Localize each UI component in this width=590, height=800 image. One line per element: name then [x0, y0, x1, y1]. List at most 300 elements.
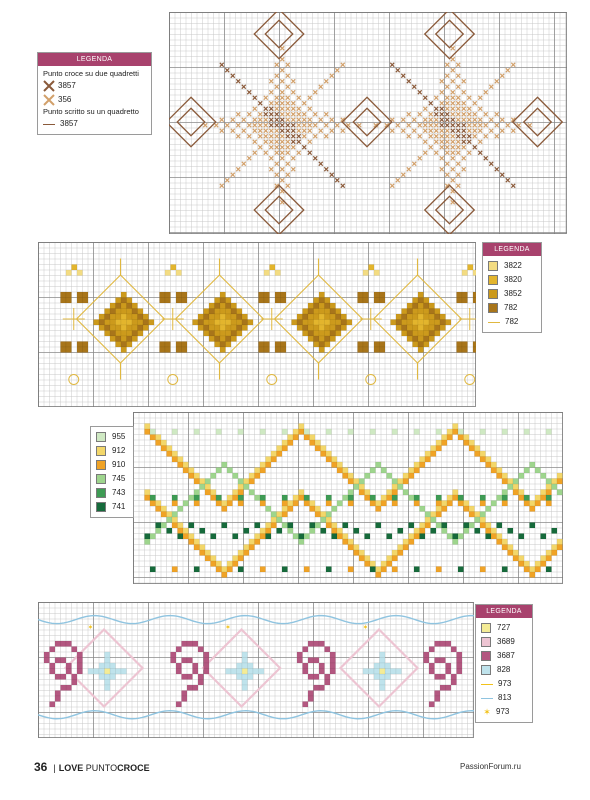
cross-stitch — [500, 118, 504, 122]
cross-stitch — [451, 145, 455, 149]
stitch-cell — [535, 495, 541, 501]
stitch-cell — [429, 669, 435, 675]
stitch-cell — [215, 309, 221, 315]
stitch-cell — [61, 658, 67, 664]
stitch-cell — [216, 495, 222, 501]
cross-stitch — [236, 112, 240, 116]
cross-stitch — [242, 85, 246, 89]
stitch-cell — [248, 663, 254, 669]
stitch-cell — [204, 320, 210, 326]
stitch-cell — [407, 320, 413, 326]
stitch-cell — [370, 429, 376, 435]
stitch-cell — [110, 314, 116, 320]
cross-stitch — [445, 101, 449, 105]
cross-stitch — [258, 145, 262, 149]
cross-stitch — [456, 184, 460, 188]
stitch-cell — [418, 342, 424, 348]
stitch-cell — [264, 298, 270, 304]
cross-stitch — [297, 129, 301, 133]
cross-stitch — [258, 123, 262, 127]
cross-stitch — [297, 118, 301, 122]
color-swatch-icon — [488, 275, 498, 285]
stitch-cell — [132, 309, 138, 315]
stitch-cell — [502, 545, 508, 551]
stitch-cell — [348, 490, 354, 496]
stitch-cell — [275, 292, 281, 298]
stitch-cell — [413, 298, 419, 304]
stitch-cell — [277, 517, 283, 523]
cross-stitch — [462, 134, 466, 138]
cross-stitch — [440, 112, 444, 116]
stitch-cell — [359, 550, 365, 556]
stitch-cell — [297, 325, 303, 331]
cross-stitch — [451, 46, 455, 50]
cross-stitch — [423, 129, 427, 133]
stitch-cell — [304, 429, 310, 435]
stitch-cell — [110, 320, 116, 326]
stitch-cell — [66, 641, 72, 647]
color-swatch-icon — [96, 502, 106, 512]
cross-stitch — [286, 112, 290, 116]
legend-item — [481, 621, 527, 635]
stitch-cell — [398, 528, 404, 534]
stitch-cell — [414, 462, 420, 468]
stitch-cell — [310, 501, 316, 507]
stitch-cell — [431, 451, 437, 457]
stitch-cell — [458, 534, 464, 540]
cross-stitch — [440, 156, 444, 160]
cross-stitch — [291, 79, 295, 83]
cross-stitch — [214, 123, 218, 127]
stitch-cell — [442, 501, 448, 507]
stitch-cell — [530, 572, 536, 578]
cross-stitch — [451, 57, 455, 61]
cross-stitch — [291, 101, 295, 105]
backstitch-diamond — [265, 196, 293, 224]
stitch-cell — [242, 663, 248, 669]
color-swatch-icon — [96, 432, 106, 442]
stitch-cell — [473, 292, 476, 298]
cross-stitch — [462, 140, 466, 144]
stitch-cell — [442, 506, 448, 512]
cross-stitch — [462, 129, 466, 133]
stitch-cell — [325, 342, 331, 348]
cross-stitch — [264, 112, 268, 116]
stitch-cell — [266, 534, 272, 540]
stitch-cell — [407, 331, 413, 337]
stitch-cell — [172, 451, 178, 457]
stitch-cell — [330, 309, 336, 315]
stitch-cell — [502, 539, 508, 545]
stitch-cell — [209, 309, 215, 315]
stitch-cell — [110, 669, 116, 675]
stitch-cell — [66, 292, 72, 298]
stitch-cell — [288, 501, 294, 507]
cross-stitch — [291, 118, 295, 122]
cross-stitch — [313, 156, 317, 160]
stitch-cell — [176, 298, 182, 304]
stitch-cell — [380, 674, 386, 680]
stitch-cell — [332, 506, 338, 512]
stitch-cell — [314, 298, 320, 304]
stitch-cell — [414, 567, 420, 573]
cross-stitch — [429, 145, 433, 149]
cross-stitch — [291, 167, 295, 171]
stitch-cell — [436, 440, 442, 446]
cross-stitch — [269, 107, 273, 111]
stitch-cell — [182, 292, 188, 298]
cross-stitch — [462, 90, 466, 94]
legend-item-label: 3822 — [504, 261, 522, 270]
stitch-cell — [325, 309, 331, 315]
stitch-cell — [413, 336, 419, 342]
cross-stitch — [489, 162, 493, 166]
cross-stitch — [456, 162, 460, 166]
stitch-cell — [55, 674, 61, 680]
stitch-cell — [429, 331, 435, 337]
stitch-cell — [336, 314, 342, 320]
stitch-cell — [314, 641, 320, 647]
stitch-cell — [194, 545, 200, 551]
stitch-cell — [231, 336, 237, 342]
cross-stitch — [434, 96, 438, 100]
cross-stitch — [462, 107, 466, 111]
legend-item — [96, 430, 128, 444]
stitch-cell — [413, 331, 419, 337]
stitch-cell — [303, 320, 309, 326]
stitch-cell — [348, 501, 354, 507]
cross-stitch — [473, 101, 477, 105]
stitch-cell — [66, 270, 72, 276]
color-swatch-icon — [96, 446, 106, 456]
cross-stitch — [324, 79, 328, 83]
cross-stitch — [253, 123, 257, 127]
color-swatch-icon — [481, 623, 491, 633]
stitch-cell — [222, 567, 228, 573]
stitch-cell — [348, 539, 354, 545]
stitch-cell — [231, 331, 237, 337]
stitch-cell — [198, 325, 204, 331]
cross-stitch — [280, 118, 284, 122]
stitch-cell — [513, 550, 519, 556]
stitch-cell — [442, 528, 448, 534]
stitch-cell — [260, 501, 266, 507]
stitch-cell — [546, 550, 552, 556]
legend-item-label: 813 — [498, 693, 512, 702]
stitch-cell — [242, 658, 248, 664]
stitch-cell — [457, 669, 463, 675]
stitch-cell — [541, 561, 547, 567]
stitch-cell — [392, 501, 398, 507]
stitch-cell — [319, 292, 325, 298]
cross-stitch — [280, 57, 284, 61]
stitch-cell — [446, 320, 452, 326]
stitch-cell — [238, 495, 244, 501]
cross-stitch — [264, 107, 268, 111]
cross-stitch — [478, 123, 482, 127]
stitch-cell — [319, 320, 325, 326]
stitch-cell — [414, 528, 420, 534]
cross-stitch — [456, 129, 460, 133]
cross-stitch — [445, 162, 449, 166]
cross-stitch — [280, 129, 284, 133]
cross-stitch — [286, 140, 290, 144]
stitch-cell — [211, 473, 217, 479]
stitch-cell — [420, 506, 426, 512]
stitch-cell — [348, 473, 354, 479]
stitch-cell — [271, 517, 277, 523]
cross-stitch — [462, 156, 466, 160]
stitch-cell — [145, 424, 151, 430]
stitch-cell — [238, 556, 244, 562]
legend-item — [96, 472, 128, 486]
stitch-cell — [457, 342, 463, 348]
stitch-cell — [132, 331, 138, 337]
cross-stitch — [319, 162, 323, 166]
stitch-cell — [220, 336, 226, 342]
stitch-cell — [255, 539, 261, 545]
cross-stitch — [220, 118, 224, 122]
stitch-cell — [244, 479, 250, 485]
stitch-cell — [546, 501, 552, 507]
stitch-cell — [176, 669, 182, 675]
stitch-cell — [326, 495, 332, 501]
cross-stitch — [275, 134, 279, 138]
stitch-cell — [200, 545, 206, 551]
stitch-cell — [326, 523, 332, 529]
stitch-cell — [332, 534, 338, 540]
stitch-cell — [524, 567, 530, 573]
stitch-cell — [248, 669, 254, 675]
cross-stitch — [456, 63, 460, 67]
stitch-cell — [314, 658, 320, 664]
cross-stitch — [247, 112, 251, 116]
stitch-cell — [513, 484, 519, 490]
stitch-cell — [524, 429, 530, 435]
cross-stitch — [423, 151, 427, 155]
legend-item-label: 955 — [112, 432, 126, 441]
stitch-cell — [143, 320, 149, 326]
stitch-cell — [330, 658, 336, 664]
cross-stitch — [330, 129, 334, 133]
cross-stitch — [484, 123, 488, 127]
stitch-cell — [343, 468, 349, 474]
stitch-cell — [451, 680, 457, 686]
stitch-cell — [198, 320, 204, 326]
stitch-cell — [435, 658, 441, 664]
legend-item-label: 973 — [498, 679, 512, 688]
stitch-cell — [330, 303, 336, 309]
stitch-cell — [77, 658, 83, 664]
cross-stitch — [269, 134, 273, 138]
cross-stitch — [506, 68, 510, 72]
stitch-cell — [105, 331, 111, 337]
cross-stitch — [280, 46, 284, 50]
cross-stitch — [495, 79, 499, 83]
cross-stitch — [462, 118, 466, 122]
stitch-cell — [105, 658, 111, 664]
stitch-cell — [238, 429, 244, 435]
stitch-cell — [121, 331, 127, 337]
stitch-cell — [260, 495, 266, 501]
cross-stitch — [220, 63, 224, 67]
stitch-cell — [429, 663, 435, 669]
stitch-cell — [497, 534, 503, 540]
stitch-cell — [205, 490, 211, 496]
stitch-cell — [145, 429, 151, 435]
cross-stitch — [297, 96, 301, 100]
cross-stitch — [247, 156, 251, 160]
stitch-cell — [436, 506, 442, 512]
cross-stitch — [451, 107, 455, 111]
backstitch-diamond — [177, 108, 205, 136]
stitch-cell — [385, 663, 391, 669]
stitch-cell — [187, 658, 193, 664]
stitch-cell — [462, 270, 468, 276]
stitch-cell — [418, 309, 424, 315]
stitch-cell — [374, 292, 380, 298]
stitch-cell — [176, 663, 182, 669]
stitch-cell — [363, 669, 369, 675]
color-swatch-icon — [481, 665, 491, 675]
stitch-cell — [209, 314, 215, 320]
stitch-cell — [260, 468, 266, 474]
legend-item-label: 3857 — [60, 119, 78, 128]
stitch-cell — [161, 512, 167, 518]
stitch-cell — [194, 539, 200, 545]
stitch-cell — [398, 484, 404, 490]
cross-stitch — [478, 140, 482, 144]
stitch-cell — [178, 462, 184, 468]
legend-zigzag — [90, 426, 134, 518]
stitch-cell — [354, 479, 360, 485]
stitch-cell — [436, 495, 442, 501]
stitch-cell — [365, 490, 371, 496]
cross-stitch — [396, 123, 400, 127]
cross-stitch — [258, 134, 262, 138]
cross-stitch — [456, 85, 460, 89]
stitch-cell — [116, 342, 122, 348]
stitch-cell — [480, 495, 486, 501]
stitch-cell — [127, 342, 133, 348]
cross-stitch — [297, 140, 301, 144]
backstitch-line-icon — [481, 698, 493, 699]
cross-stitch — [280, 123, 284, 127]
stitch-cell — [77, 347, 83, 353]
stitch-cell — [189, 523, 195, 529]
stitch-cell — [145, 539, 151, 545]
stitch-cell — [297, 658, 303, 664]
stitch-cell — [308, 325, 314, 331]
stitch-cell — [204, 314, 210, 320]
cross-stitch — [302, 101, 306, 105]
stitch-cell — [167, 446, 173, 452]
stitch-cell — [343, 523, 349, 529]
cross-stitch — [253, 96, 257, 100]
stitch-cell — [72, 674, 78, 680]
star-stitch: ✶ — [225, 624, 231, 632]
stitch-cell — [227, 495, 233, 501]
stitch-cell — [541, 473, 547, 479]
stitch-cell — [297, 652, 303, 658]
stitch-cell — [204, 663, 210, 669]
stitch-cell — [220, 303, 226, 309]
cross-stitch — [341, 63, 345, 67]
cross-stitch — [308, 140, 312, 144]
stitch-cell — [226, 314, 232, 320]
stitch-cell — [325, 298, 331, 304]
stitch-cell — [402, 325, 408, 331]
stitch-cell — [436, 512, 442, 518]
cross-stitch — [401, 129, 405, 133]
stitch-cell — [380, 347, 386, 353]
stitch-cell — [308, 691, 314, 697]
stitch-cell — [220, 309, 226, 315]
stitch-cell — [457, 347, 463, 353]
stitch-cell — [116, 309, 122, 315]
stitch-cell — [535, 567, 541, 573]
legend-item — [488, 287, 536, 301]
color-swatch-icon — [488, 303, 498, 313]
stitch-cell — [407, 303, 413, 309]
stitch-cell — [233, 495, 239, 501]
cross-stitch — [297, 151, 301, 155]
stitch-cell — [480, 429, 486, 435]
stitch-cell — [497, 495, 503, 501]
cross-stitch — [489, 118, 493, 122]
stitch-cell — [407, 309, 413, 315]
stitch-cell — [189, 539, 195, 545]
cross-stitch — [280, 167, 284, 171]
backstitch-diamond — [169, 97, 216, 147]
stitch-cell — [442, 440, 448, 446]
legend-item-label: 727 — [497, 623, 511, 632]
stitch-cell — [293, 501, 299, 507]
cross-stitch — [495, 112, 499, 116]
stitch-cell — [387, 561, 393, 567]
backstitch-diamond — [353, 108, 381, 136]
stitch-cell — [99, 663, 105, 669]
stitch-cell — [359, 484, 365, 490]
stitch-cell — [424, 314, 430, 320]
stitch-cell — [365, 495, 371, 501]
stitch-cell — [204, 658, 210, 664]
stitch-cell — [209, 331, 215, 337]
stitch-cell — [440, 320, 446, 326]
backstitch-diamond — [524, 108, 552, 136]
stitch-cell — [72, 680, 78, 686]
stitch-cell — [508, 484, 514, 490]
backstitch-diamond — [254, 12, 304, 59]
cross-stitch — [269, 123, 273, 127]
cross-stitch — [275, 140, 279, 144]
stitch-cell — [347, 320, 353, 326]
stitch-cell — [409, 473, 415, 479]
stitch-cell — [530, 523, 536, 529]
stitch-cell — [326, 567, 332, 573]
backstitch-wave — [38, 616, 474, 624]
stitch-cell — [546, 567, 552, 573]
stitch-cell — [165, 342, 171, 348]
stitch-cell — [110, 309, 116, 315]
stitch-cell — [453, 490, 459, 496]
stitch-cell — [348, 495, 354, 501]
stitch-cell — [413, 303, 419, 309]
stitch-cell — [519, 490, 525, 496]
stitch-cell — [365, 561, 371, 567]
stitch-cell — [392, 429, 398, 435]
stitch-cell — [418, 298, 424, 304]
